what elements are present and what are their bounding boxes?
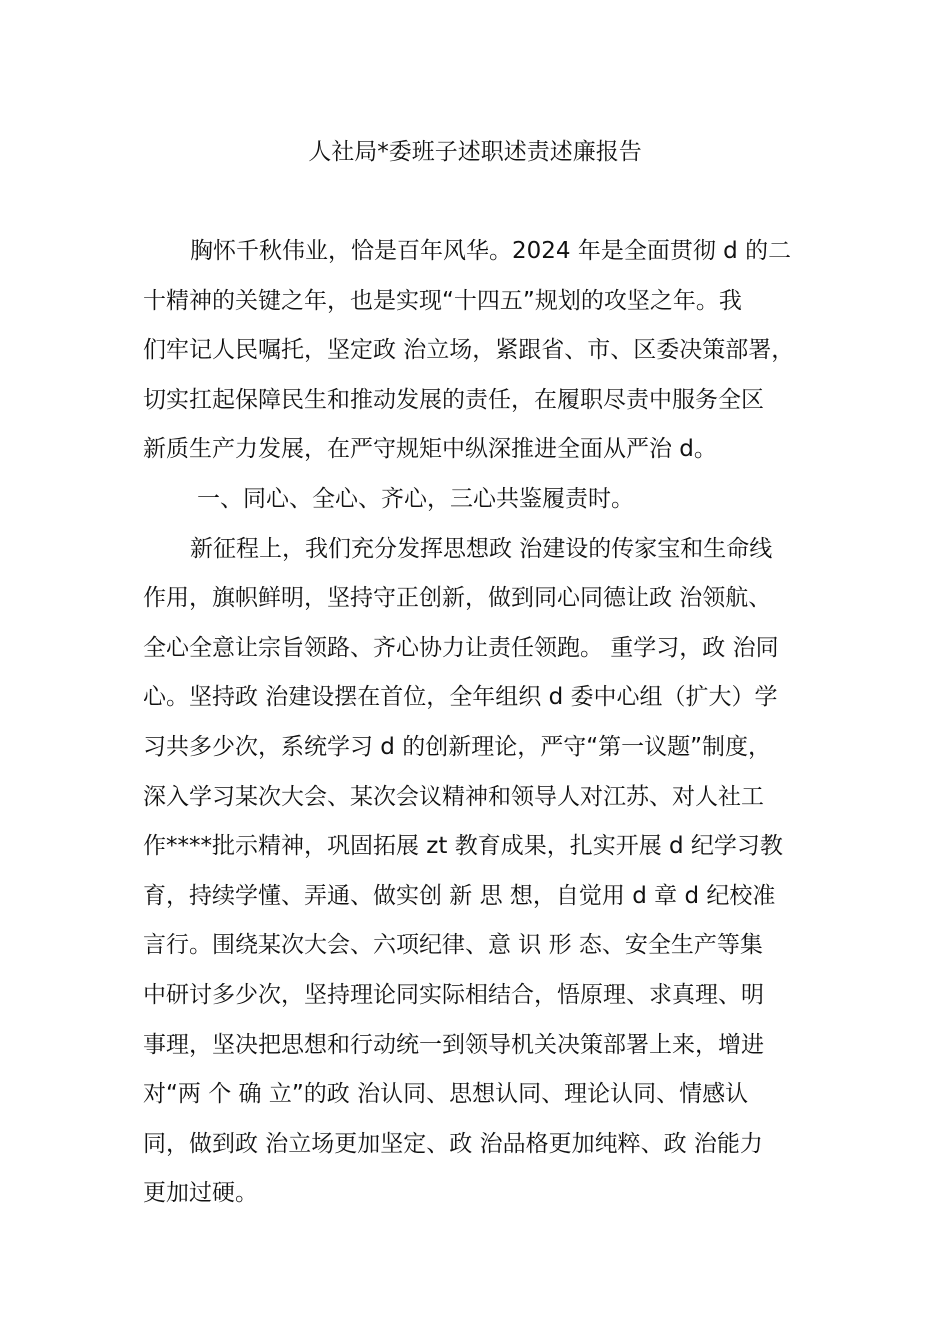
paragraph-line: 事理，坚决把思想和行动统一到领导机关决策部署上来，增进 (143, 1031, 764, 1058)
document-title: 人社局*委班子述职述责述廉报告 (308, 139, 642, 165)
paragraph-line: 全心全意让宗旨领路、齐心协力让责任领跑。 重学习，政 治同 (143, 634, 779, 661)
paragraph-line: 胸怀千秋伟业，恰是百年风华。2024 年是全面贯彻 d 的二 (190, 238, 792, 264)
paragraph-line: 更加过硬。 (143, 1180, 258, 1207)
paragraph-line: 同，做到政 治立场更加坚定、政 治品格更加纯粹、政 治能力 (143, 1130, 763, 1157)
paragraph-line: 育，持续学懂、弄通、做实创 新 思 想，自觉用 d 章 d 纪校准 (143, 882, 776, 909)
section-heading: 一、同心、全心、齐心，三心共鉴履责时。 (197, 485, 634, 512)
paragraph-line: 中研讨多少次，坚持理论同实际相结合，悟原理、求真理、明 (143, 981, 764, 1008)
paragraph-line: 作****批示精神，巩固拓展 zt 教育成果，扎实开展 d 纪学习教 (143, 833, 783, 860)
paragraph-line: 新征程上，我们充分发挥思想政 治建设的传家宝和生命线 (190, 535, 773, 562)
paragraph-line: 言行。围绕某次大会、六项纪律、意 识 形 态、安全生产等集 (143, 932, 763, 959)
paragraph-line: 十精神的关键之年，也是实现“十四五”规划的攻坚之年。我 (143, 287, 742, 314)
paragraph-line: 们牢记人民嘱托，坚定政 治立场，紧跟省、市、区委决策部署， (143, 337, 795, 364)
paragraph-line: 心。坚持政 治建设摆在首位，全年组织 d 委中心组（扩大）学 (143, 684, 778, 711)
paragraph-line: 习共多少次，系统学习 d 的创新理论，严守“第一议题”制度， (143, 733, 772, 760)
document-body (143, 231, 823, 1223)
paragraph-line: 深入学习某次大会、某次会议精神和领导人对江苏、对人社工 (143, 783, 764, 810)
paragraph-line: 对“两 个 确 立”的政 治认同、思想认同、理论认同、情感认 (143, 1081, 749, 1108)
paragraph-line: 新质生产力发展，在严守规矩中纵深推进全面从严治 d。 (143, 436, 717, 463)
paragraph-line: 作用，旗帜鲜明，坚持守正创新，做到同心同德让政 治领航、 (143, 585, 772, 612)
paragraph-line: 切实扛起保障民生和推动发展的责任，在履职尽责中服务全区 (143, 386, 764, 413)
